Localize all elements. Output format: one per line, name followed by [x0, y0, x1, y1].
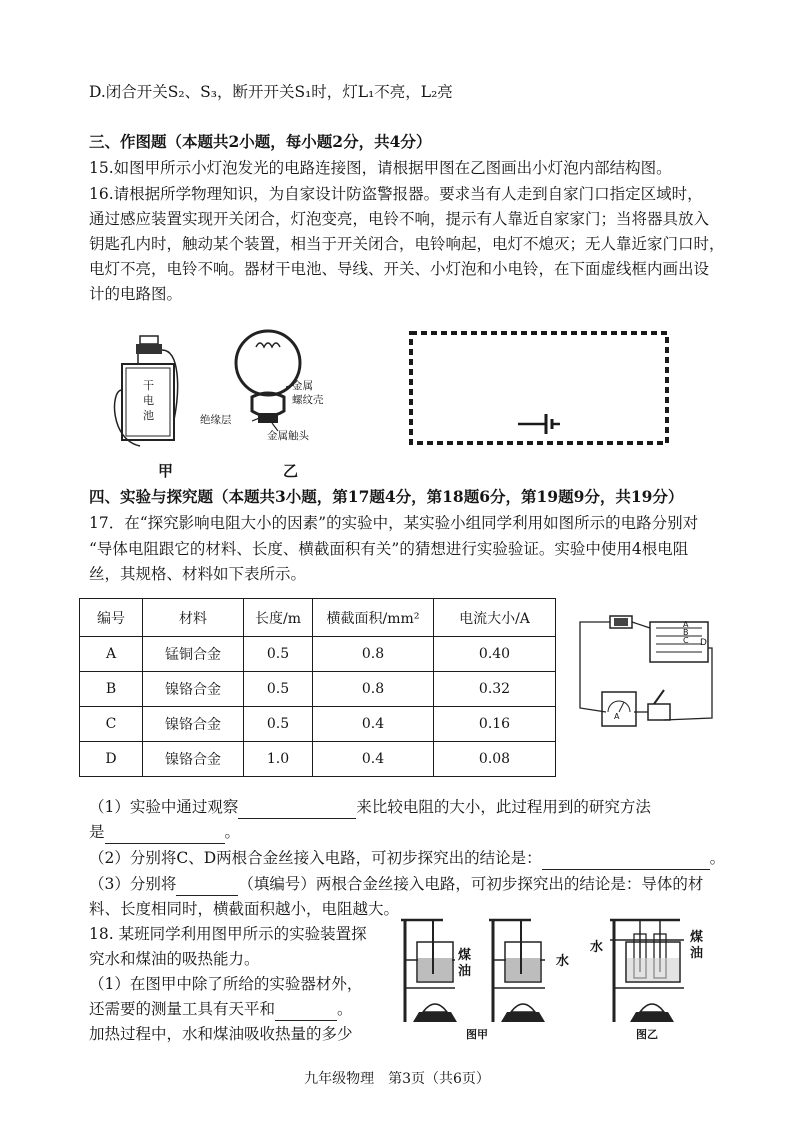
question-18-line-3: （1）在图甲中除了所给的实验器材外，: [89, 975, 363, 993]
label-kerosene-2: 油: [458, 964, 472, 979]
heating-apparatus-figure-jia: [395, 912, 595, 1030]
label-water: 水: [556, 954, 570, 969]
cell-current: 0.40: [434, 637, 556, 672]
cell-id: B: [80, 672, 143, 707]
question-16-line-3: 钥匙孔内时，触动某个装置，相当于开关闭合，电铃响起，电灯不熄灭；无人靠近家门口时，: [89, 235, 725, 253]
section-3-title: 三、作图题（本题共2小题，每小题2分，共4分）: [89, 132, 432, 151]
q18-line-4-text-a: 还需要的测量工具有天平和: [89, 1000, 276, 1018]
cell-id: D: [80, 742, 143, 777]
bulb-label-screw-shell: 螺纹壳: [292, 394, 324, 406]
question-16-line-1: 16.请根据所学物理知识，为自家设计防盗警报器。要求当有人走到自家门口指定区域时，: [89, 185, 703, 203]
question-16-line-4: 电灯不亮，电铃不响。器材干电池、导线、开关、小灯泡和小电铃，在下面虚线框内画出设: [89, 260, 710, 278]
circuit-letter-c: C: [683, 636, 689, 645]
figure-label-jia: 甲: [158, 462, 174, 480]
bulb-label-metal-contact: 金属触头: [267, 430, 309, 442]
cell-area: 0.4: [313, 707, 434, 742]
table-row: [80, 637, 556, 672]
cell-length: 0.5: [244, 707, 313, 742]
q17-part-1-cont: [89, 820, 240, 844]
q17-part-2-text-a: （2）分别将C、D两根合金丝接入电路，可初步探究出的结论是：: [89, 849, 542, 867]
cell-length: 0.5: [244, 672, 313, 707]
header-material: 材料: [143, 599, 244, 637]
header-area: 横截面积/mm²: [313, 599, 434, 637]
cell-material: 镍铬合金: [143, 707, 244, 742]
q17-part-2-text-b: 。: [709, 849, 726, 867]
q17-part-1-text-b: 来比较电阻的大小，此过程用到的研究方法: [356, 798, 651, 816]
cell-length: 1.0: [244, 742, 313, 777]
q17-part-2: [89, 846, 725, 870]
ammeter-letter: A: [614, 712, 620, 721]
q17-part-3-cont: 料、长度相同时，横截面积越小，电阻越大。: [89, 900, 400, 918]
circuit-letter-a: A: [683, 620, 689, 629]
table-row: [80, 742, 556, 777]
q18-line-4-text-b: 。: [337, 1000, 353, 1018]
resistance-wire-table: [79, 598, 556, 777]
q18-blank[interactable]: [275, 1002, 337, 1021]
option-d: D.闭合开关S₂、S₃，断开开关S₁时，灯L₁不亮，L₂亮: [89, 83, 453, 101]
q17-part-1-text-d: 。: [224, 823, 241, 841]
heating-apparatus-figure-yi: [600, 912, 704, 1030]
q17-part-2-blank[interactable]: [542, 851, 710, 870]
cell-current: 0.08: [434, 742, 556, 777]
figure-label-fig-jia: 图甲: [466, 1028, 488, 1041]
cell-length: 0.5: [244, 637, 313, 672]
q17-part-1-blank-2[interactable]: [105, 825, 225, 844]
page-footer: 九年级物理 第3页（共6页）: [304, 1071, 490, 1087]
cell-material: 镍铬合金: [143, 672, 244, 707]
label-right-kerosene-2: 油: [690, 946, 704, 961]
q17-part-3: [89, 872, 703, 896]
q17-part-1-text-a: （1）实验中通过观察: [89, 798, 239, 816]
question-18-line-4: [89, 997, 353, 1021]
question-15: 15.如图甲所示小灯泡发光的电路连接图，请根据甲图在乙图画出小灯泡内部结构图。: [89, 159, 672, 177]
q17-part-1-text-c: 是: [89, 823, 105, 841]
question-18-line-1: 18. 某班同学利用图甲所示的实验装置探: [89, 925, 367, 943]
cell-current: 0.16: [434, 707, 556, 742]
label-right-water: 水: [590, 940, 604, 955]
table-row: [80, 672, 556, 707]
experiment-circuit-figure: [572, 608, 722, 743]
question-16-line-2: 通过感应装置实现开关闭合，灯泡变亮，电铃不响，提示有人靠近自家家门；当将器具放入: [89, 210, 710, 228]
label-kerosene-1: 煤: [458, 948, 472, 963]
circuit-letter-b: B: [683, 628, 689, 637]
q17-part-3-text-b: （填编号）两根合金丝接入电路，可初步探究出的结论是：导体的材: [238, 875, 704, 893]
header-current: 电流大小/A: [434, 599, 556, 637]
q17-part-1-blank-1[interactable]: [238, 800, 356, 819]
cell-area: 0.4: [313, 742, 434, 777]
dashed-answer-box: [408, 330, 670, 446]
cell-material: 锰铜合金: [143, 637, 244, 672]
table-row: [80, 707, 556, 742]
circuit-letter-d: D: [700, 638, 707, 648]
bulb-label-metal: 金属: [292, 380, 313, 392]
cell-area: 0.8: [313, 637, 434, 672]
figure-label-fig-yi: 图乙: [636, 1028, 658, 1041]
q17-part-1: [89, 795, 651, 819]
header-length: 长度/m: [244, 599, 313, 637]
question-17-line-3: 丝，其规格、材料如下表所示。: [89, 565, 307, 583]
cell-area: 0.8: [313, 672, 434, 707]
q17-part-3-blank[interactable]: [176, 877, 238, 896]
label-right-kerosene-1: 煤: [690, 930, 704, 945]
table-header-row: [80, 599, 556, 637]
cell-material: 镍铬合金: [143, 742, 244, 777]
q17-part-3-text-a: （3）分别将: [89, 875, 177, 893]
figure-label-yi: 乙: [283, 462, 299, 480]
section-4-title: 四、实验与探究题（本题共3小题，第17题4分，第18题6分，第19题9分，共19分）: [89, 487, 684, 506]
header-id: 编号: [80, 599, 143, 637]
question-18-line-5: 加热过程中，水和煤油吸收热量的多少: [89, 1025, 353, 1043]
question-18-line-2: 究水和煤油的吸热能力。: [89, 950, 260, 968]
cell-current: 0.32: [434, 672, 556, 707]
cell-id: A: [80, 637, 143, 672]
bulb-label-insulation: 绝缘层: [200, 414, 232, 426]
question-17-line-1: 17．在“探究影响电阻大小的因素”的实验中，某实验小组同学利用如图所示的电路分别对: [89, 514, 699, 532]
battery-label: 干电池: [143, 379, 154, 422]
question-16-line-5: 计的电路图。: [89, 285, 183, 303]
question-17-line-2: “导体电阻跟它的材料、长度、横截面积有关”的猜想进行实验验证。实验中使用4根电阻: [89, 540, 689, 558]
cell-id: C: [80, 707, 143, 742]
